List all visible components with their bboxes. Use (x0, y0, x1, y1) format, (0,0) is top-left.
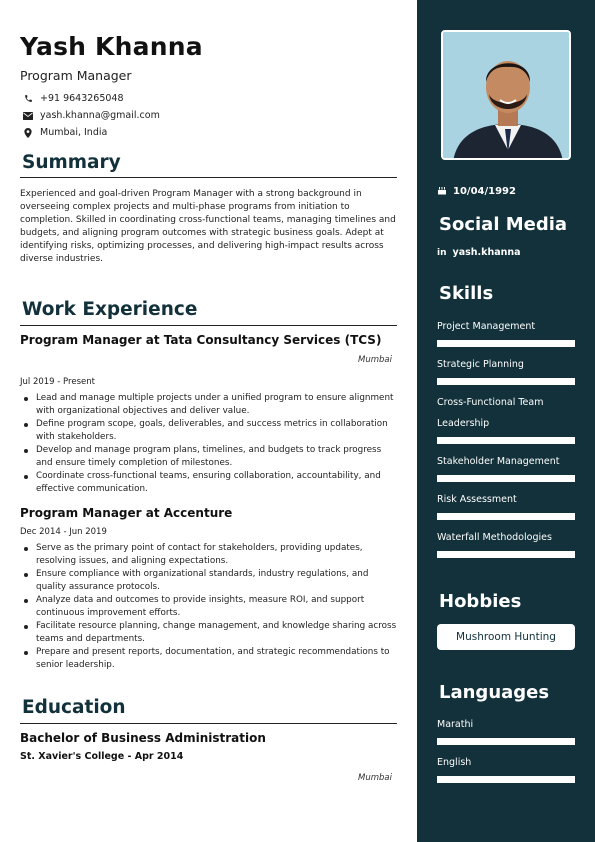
linkedin-icon: in (437, 247, 447, 258)
hobbies-heading: Hobbies (439, 591, 522, 612)
education-degree: Bachelor of Business Administration (20, 731, 266, 745)
phone-icon (22, 94, 34, 104)
location-text: Mumbai, India (40, 127, 108, 138)
email-text[interactable]: yash.khanna@gmail.com (40, 110, 160, 121)
summary-heading: Summary (22, 152, 121, 173)
job-title: Program Manager at Accenture (20, 506, 233, 520)
skill-bar (437, 475, 575, 482)
skill-label: Cross-Functional Team Leadership (437, 397, 544, 429)
job-bullet: Lead and manage multiple projects under a unified program to ensure alignment with organizational objectives and deliver value. (20, 392, 400, 418)
skill-bar (437, 340, 575, 347)
education-heading: Education (22, 697, 126, 718)
summary-divider (20, 177, 397, 178)
experience-divider (20, 325, 397, 326)
language-bar (437, 776, 575, 783)
job-bullet: Facilitate resource planning, change management, and knowledge sharing across teams and departments. (20, 620, 400, 646)
job-bullets (20, 392, 400, 496)
job-location: Mumbai (358, 355, 392, 365)
job-bullets (20, 542, 400, 672)
skill-bar (437, 551, 575, 558)
skill-bar (437, 437, 575, 444)
contact-location (22, 127, 107, 138)
sidebar (417, 0, 595, 842)
job-bullet: Analyze data and outcomes to provide insights, measure ROI, and support continuous improvement efforts. (20, 594, 400, 620)
birthday-cake-icon (437, 185, 447, 198)
skill-label: Project Management (437, 321, 536, 332)
skill-bar (437, 513, 575, 520)
dob-text: 10/04/1992 (453, 186, 516, 197)
education-school: St. Xavier's College - Apr 2014 (20, 751, 184, 762)
job-bullet: Serve as the primary point of contact for stakeholders, providing updates, resolving issues, and aligning expectations. (20, 542, 400, 568)
profile-photo (441, 30, 571, 160)
education-location: Mumbai (358, 773, 392, 783)
experience-heading: Work Experience (22, 299, 198, 320)
language-label: English (437, 757, 472, 768)
candidate-name: Yash Khanna (20, 32, 203, 61)
social-media-heading: Social Media (439, 214, 568, 235)
contact-email (22, 110, 160, 121)
skills-heading: Skills (439, 283, 494, 304)
language-label: Marathi (437, 719, 474, 730)
education-divider (20, 723, 397, 724)
skill-bar (437, 378, 575, 385)
contact-phone (22, 93, 124, 104)
job-bullet: Prepare and present reports, documentation, and strategic recommendations to senior leadership. (20, 646, 400, 672)
language-bar (437, 738, 575, 745)
skill-label: Strategic Planning (437, 359, 524, 370)
phone-text[interactable]: +91 9643265048 (40, 93, 124, 104)
skill-label: Stakeholder Management (437, 456, 560, 467)
languages-heading: Languages (439, 682, 550, 703)
candidate-role: Program Manager (20, 68, 132, 83)
job-bullet: Develop and manage program plans, timelines, and budgets to track progress and ensure timely completion of milestones. (20, 444, 400, 470)
job-bullet: Coordinate cross-functional teams, ensuring collaboration, accountability, and effective communication. (20, 470, 400, 496)
date-of-birth (437, 185, 516, 198)
skill-label: Risk Assessment (437, 494, 517, 505)
email-icon (22, 111, 34, 121)
job-dates: Jul 2019 - Present (20, 377, 95, 387)
job-dates: Dec 2014 - Jun 2019 (20, 527, 107, 537)
hobby-chip: Mushroom Hunting (437, 624, 575, 650)
linkedin-handle[interactable]: yash.khanna (452, 247, 521, 258)
summary-text: Experienced and goal-driven Program Manager with a strong background in overseeing complex projects and multi-phase programs from initiation to completion. Skilled in coordinating cross-functional teams, managing timelines and budgets, and aligning program outcomes with strategic business goals. Adept at identifying risks, optimizing processes, and delivering high-impact results across diverse industries. (20, 189, 396, 264)
job-bullet: Ensure compliance with organizational standards, industry regulations, and quality assurance protocols. (20, 568, 400, 594)
map-pin-icon (22, 128, 34, 138)
skill-label: Waterfall Methodologies (437, 532, 552, 543)
job-bullet: Define program scope, goals, deliverables, and success metrics in collaboration with stakeholders. (20, 418, 400, 444)
job-title: Program Manager at Tata Consultancy Services (TCS) (20, 333, 382, 347)
linkedin-link[interactable] (437, 247, 521, 258)
